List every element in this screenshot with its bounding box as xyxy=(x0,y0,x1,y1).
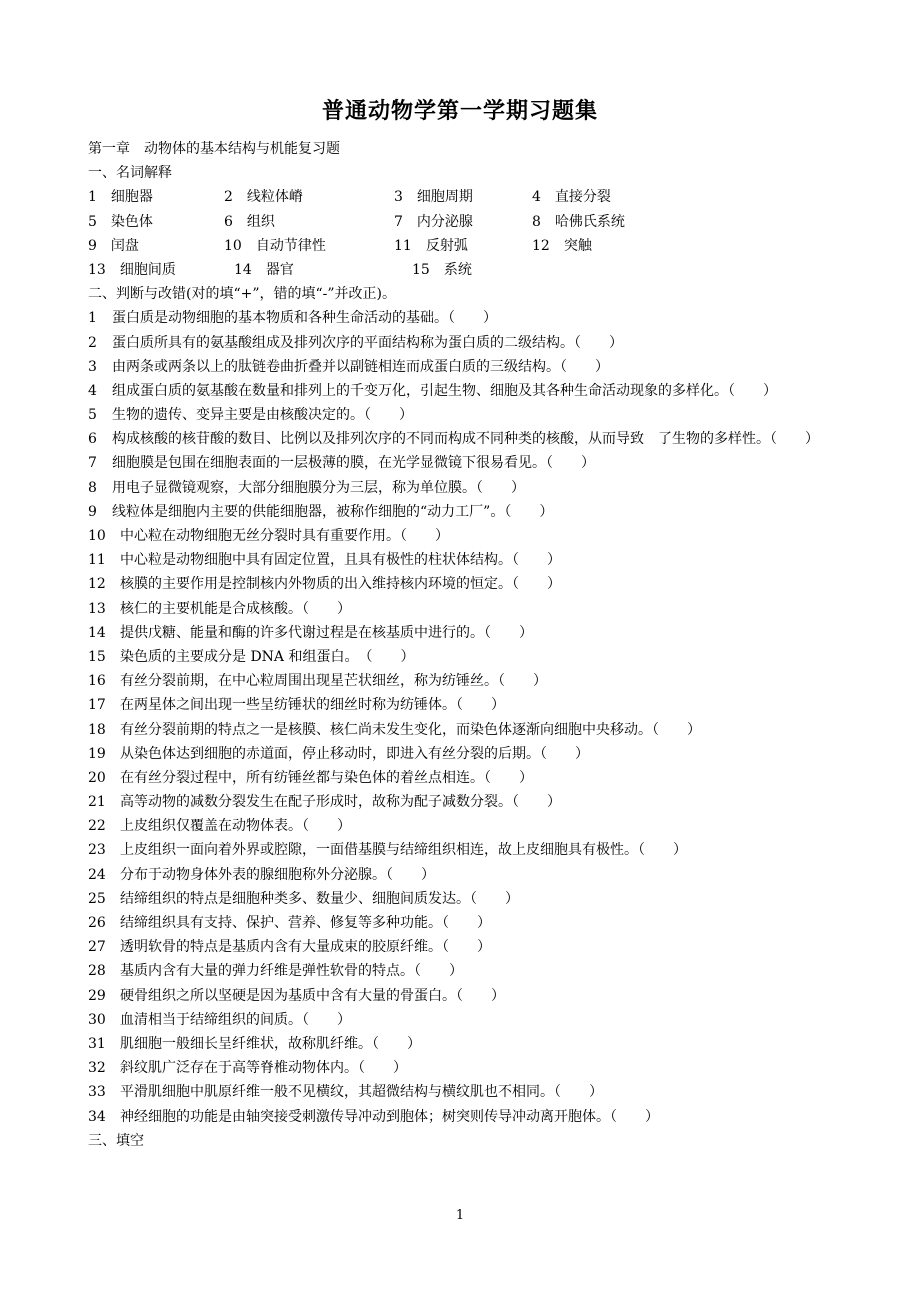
section-heading-true-false: 二、判断与改错(对的填“+”，错的填“-”并改正)。 xyxy=(88,286,397,303)
question-item xyxy=(88,621,836,645)
terms-row xyxy=(88,234,836,258)
question-text: 中心粒是动物细胞中具有固定位置，且具有极性的柱状体结构。（ ） xyxy=(120,552,561,569)
question-item xyxy=(88,1056,836,1080)
question-number: 12 xyxy=(88,576,106,593)
question-item xyxy=(88,548,836,572)
question-number: 26 xyxy=(88,915,106,932)
question-text: 蛋白质所具有的氨基酸组成及排列次序的平面结构称为蛋白质的二级结构。（ ） xyxy=(112,334,623,351)
question-item xyxy=(88,984,836,1008)
term-item: 11 反射弧 xyxy=(394,237,468,254)
question-item xyxy=(88,427,836,451)
question-number: 25 xyxy=(88,890,106,907)
question-text: 透明软骨的特点是基质内含有大量成束的胶原纤维。（ ） xyxy=(120,939,491,956)
question-number: 21 xyxy=(88,794,106,811)
question-item xyxy=(88,911,836,935)
question-item xyxy=(88,572,836,596)
question-item xyxy=(88,718,836,742)
question-item xyxy=(88,814,836,838)
question-number: 6 xyxy=(88,431,97,448)
question-text: 构成核酸的核苷酸的数目、比例以及排列次序的不同而构成不同种类的核酸，从而导致 了生物的多样性。（ ） xyxy=(112,431,819,448)
question-item xyxy=(88,331,836,355)
term-item: 10 自动节律性 xyxy=(224,237,326,254)
question-number: 32 xyxy=(88,1060,106,1077)
question-text: 提供戊糖、能量和酶的许多代谢过程是在核基质中进行的。（ ） xyxy=(120,624,533,641)
question-item xyxy=(88,1008,836,1032)
term-item: 13 细胞间质 xyxy=(88,261,176,278)
question-number: 5 xyxy=(88,407,97,424)
document-body xyxy=(88,137,836,1153)
question-number: 1 xyxy=(88,310,97,327)
question-text: 线粒体是细胞内主要的供能细胞器，被称作细胞的“动力工厂”。（ ） xyxy=(112,503,554,520)
question-text: 平滑肌细胞中肌原纤维一般不见横纹，其超微结构与横纹肌也不相同。（ ） xyxy=(120,1084,603,1101)
question-number: 11 xyxy=(88,552,106,569)
question-text: 核仁的主要机能是合成核酸。（ ） xyxy=(120,600,351,617)
question-number: 29 xyxy=(88,987,106,1004)
question-list xyxy=(88,306,836,1128)
question-item xyxy=(88,403,836,427)
question-text: 斜纹肌广泛存在于高等脊椎动物体内。（ ） xyxy=(120,1060,407,1077)
question-text: 核膜的主要作用是控制核内外物质的出入维持核内环境的恒定。（ ） xyxy=(120,576,561,593)
question-number: 24 xyxy=(88,866,106,883)
question-item xyxy=(88,887,836,911)
question-number: 23 xyxy=(88,842,106,859)
question-number: 28 xyxy=(88,963,106,980)
question-item xyxy=(88,524,836,548)
question-number: 3 xyxy=(88,358,97,375)
question-text: 结缔组织具有支持、保护、营养、修复等多种功能。（ ） xyxy=(120,915,491,932)
question-text: 组成蛋白质的氨基酸在数量和排列上的千变万化，引起生物、细胞及其各种生命活动现象的多样化。（ ） xyxy=(112,382,777,399)
term-item: 12 突触 xyxy=(532,237,592,254)
question-item xyxy=(88,1032,836,1056)
term-item: 2 线粒体嵴 xyxy=(224,189,303,206)
page-number: 1 xyxy=(455,1208,465,1223)
question-text: 有丝分裂前期，在中心粒周围出现星芒状细丝，称为纺锤丝。（ ） xyxy=(120,673,547,690)
term-item: 5 染色体 xyxy=(88,213,153,230)
question-number: 33 xyxy=(88,1084,106,1101)
question-item xyxy=(88,597,836,621)
question-item xyxy=(88,959,836,983)
chapter-heading: 第一章 动物体的基本结构与机能复习题 xyxy=(88,141,340,157)
question-number: 16 xyxy=(88,673,106,690)
term-item: 14 器官 xyxy=(234,261,294,278)
question-item xyxy=(88,355,836,379)
question-text: 硬骨组织之所以坚硬是因为基质中含有大量的骨蛋白。（ ） xyxy=(120,987,505,1004)
question-item xyxy=(88,379,836,403)
question-number: 31 xyxy=(88,1035,106,1052)
question-number: 34 xyxy=(88,1108,106,1125)
section-heading-terms: 一、名词解释 xyxy=(88,165,172,182)
question-text: 基质内含有大量的弹力纤维是弹性软骨的特点。（ ） xyxy=(120,963,463,980)
question-number: 19 xyxy=(88,745,106,762)
question-number: 27 xyxy=(88,939,106,956)
terms-row xyxy=(88,185,836,209)
question-text: 高等动物的减数分裂发生在配子形成时，故称为配子减数分裂。（ ） xyxy=(120,794,561,811)
terms-row xyxy=(88,210,836,234)
question-number: 30 xyxy=(88,1011,106,1028)
question-item xyxy=(88,863,836,887)
question-text: 用电子显微镜观察，大部分细胞膜分为三层，称为单位膜。（ ） xyxy=(112,479,525,496)
question-text: 上皮组织一面向着外界或腔隙，一面借基膜与结缔组织相连，故上皮细胞具有极性。（ ） xyxy=(120,842,687,859)
question-item xyxy=(88,476,836,500)
question-number: 18 xyxy=(88,721,106,738)
question-number: 15 xyxy=(88,648,106,665)
question-item xyxy=(88,1080,836,1104)
question-item xyxy=(88,669,836,693)
question-text: 由两条或两条以上的肽链卷曲折叠并以副链相连而成蛋白质的三级结构。（ ） xyxy=(112,358,609,375)
page-title: 普通动物学第一学期习题集 xyxy=(321,98,598,124)
term-item: 6 组织 xyxy=(224,213,275,230)
question-text: 有丝分裂前期的特点之一是核膜、核仁尚未发生变化，而染色体逐渐向细胞中央移动。（ ） xyxy=(120,721,701,738)
question-text: 分布于动物身体外表的腺细胞称外分泌腺。（ ） xyxy=(120,866,435,883)
term-item: 15 系统 xyxy=(412,261,472,278)
question-text: 蛋白质是动物细胞的基本物质和各种生命活动的基础。（ ） xyxy=(112,310,497,327)
question-item xyxy=(88,766,836,790)
question-text: 神经细胞的功能是由轴突接受刺激传导冲动到胞体；树突则传导冲动离开胞体。（ ） xyxy=(120,1108,659,1125)
term-item: 8 哈佛氏系统 xyxy=(532,213,625,230)
question-text: 在有丝分裂过程中，所有纺锤丝都与染色体的着丝点相连。（ ） xyxy=(120,769,533,786)
question-item xyxy=(88,500,836,524)
term-item: 4 直接分裂 xyxy=(532,189,611,206)
question-text: 上皮组织仅覆盖在动物体表。（ ） xyxy=(120,818,351,835)
question-text: 肌细胞一般细长呈纤维状，故称肌纤维。（ ） xyxy=(120,1035,421,1052)
question-item xyxy=(88,451,836,475)
question-item xyxy=(88,1105,836,1129)
question-number: 14 xyxy=(88,624,106,641)
question-item xyxy=(88,645,836,669)
term-item: 3 细胞周期 xyxy=(394,189,473,206)
question-number: 8 xyxy=(88,479,97,496)
question-number: 2 xyxy=(88,334,97,351)
question-item xyxy=(88,306,836,330)
question-number: 17 xyxy=(88,697,106,714)
question-item xyxy=(88,693,836,717)
question-item xyxy=(88,935,836,959)
question-number: 22 xyxy=(88,818,106,835)
question-text: 染色质的主要成分是 DNA 和组蛋白。 （ ） xyxy=(120,648,415,665)
section-heading-fill-blank: 三、填空 xyxy=(88,1132,144,1149)
question-number: 7 xyxy=(88,455,97,472)
question-text: 生物的遗传、变异主要是由核酸决定的。（ ） xyxy=(112,407,413,424)
question-number: 10 xyxy=(88,528,106,545)
question-number: 13 xyxy=(88,600,106,617)
question-item xyxy=(88,790,836,814)
term-item: 7 内分泌腺 xyxy=(394,213,473,230)
term-item: 9 闰盘 xyxy=(88,237,139,254)
question-item xyxy=(88,838,836,862)
question-text: 结缔组织的特点是细胞种类多、数量少、细胞间质发达。（ ） xyxy=(120,890,519,907)
question-number: 20 xyxy=(88,769,106,786)
terms-row xyxy=(88,258,836,282)
question-text: 从染色体达到细胞的赤道面，停止移动时，即进入有丝分裂的后期。（ ） xyxy=(120,745,589,762)
question-text: 血清相当于结缔组织的间质。（ ） xyxy=(120,1011,351,1028)
question-number: 4 xyxy=(88,382,97,399)
term-item: 1 细胞器 xyxy=(88,189,153,206)
question-item xyxy=(88,742,836,766)
question-text: 细胞膜是包围在细胞表面的一层极薄的膜，在光学显微镜下很易看见。（ ） xyxy=(112,455,595,472)
question-text: 中心粒在动物细胞无丝分裂时具有重要作用。（ ） xyxy=(120,528,449,545)
question-number: 9 xyxy=(88,503,97,520)
question-text: 在两星体之间出现一些呈纺锤状的细丝时称为纺锤体。（ ） xyxy=(120,697,505,714)
